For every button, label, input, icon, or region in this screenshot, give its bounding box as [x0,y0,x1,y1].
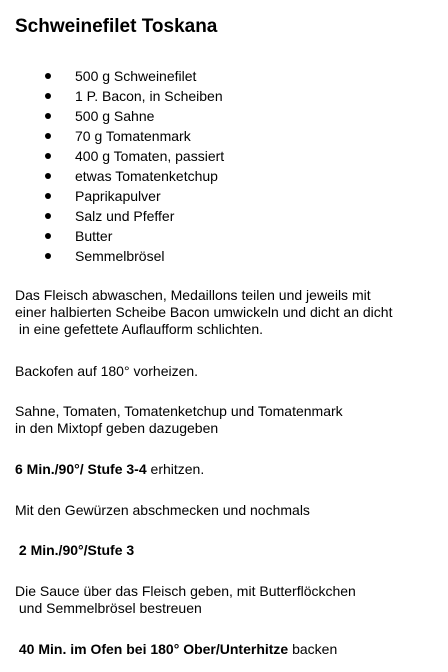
bullet-icon [45,213,51,219]
bullet-icon [45,93,51,99]
ingredient-text: Butter [75,228,113,244]
step-wash [15,287,392,338]
bullet-icon [45,153,51,159]
step-line: Die Sauce über das Fleisch geben, mit Butterflöckchen [15,583,356,599]
step-season [15,502,310,519]
ingredient-text: 500 g Schweinefilet [75,68,197,84]
heat-action: erhitzen. [146,461,205,477]
bullet-icon [45,133,51,139]
ingredient-text: Salz und Pfeffer [75,208,175,224]
ingredient-text: 400 g Tomaten, passiert [75,148,225,164]
step-mix [15,403,343,437]
bullet-icon [45,113,51,119]
step-line: und Semmelbrösel bestreuen [15,600,202,616]
step-line: Das Fleisch abwaschen, Medaillons teilen und jeweils mit [15,287,371,303]
bullet-icon [45,233,51,239]
step-bake [15,641,337,658]
step-line: einer halbierten Scheibe Bacon umwickeln und dicht an dicht [15,304,393,320]
ingredient-text: Paprikapulver [75,188,161,204]
step-line: 2 Min./90°/Stufe 3 [15,542,135,558]
step-line [15,641,337,658]
recipe-title: Schweinefilet Toskana [15,16,218,37]
ingredient-text: Semmelbrösel [75,248,165,264]
bullet-icon [45,73,51,79]
ingredient-text: etwas Tomatenketchup [75,168,218,184]
bake-action: backen [288,641,338,657]
bake-setting: 40 Min. im Ofen bei 180° Ober/Unterhitze [15,641,289,657]
step-line: Backofen auf 180° vorheizen. [15,363,199,379]
bullet-icon [45,193,51,199]
step-preheat [15,363,198,380]
step-season-setting [15,542,134,559]
step-line: Sahne, Tomaten, Tomatenketchup und Tomatenmark [15,403,343,419]
heat-setting: 6 Min./90°/ Stufe 3-4 [15,461,147,477]
ingredient-text: 70 g Tomatenmark [75,128,191,144]
step-line: Mit den Gewürzen abschmecken und nochmals [15,502,310,518]
bullet-icon [45,253,51,259]
step-line [15,461,204,478]
ingredient-text: 500 g Sahne [75,108,155,124]
ingredient-text: 1 P. Bacon, in Scheiben [75,88,223,104]
step-heat [15,461,204,478]
step-line: in eine gefettete Auflaufform schlichten. [15,321,264,337]
step-sauce [15,583,356,617]
bullet-icon [45,173,51,179]
step-line: in den Mixtopf geben dazugeben [15,420,219,436]
